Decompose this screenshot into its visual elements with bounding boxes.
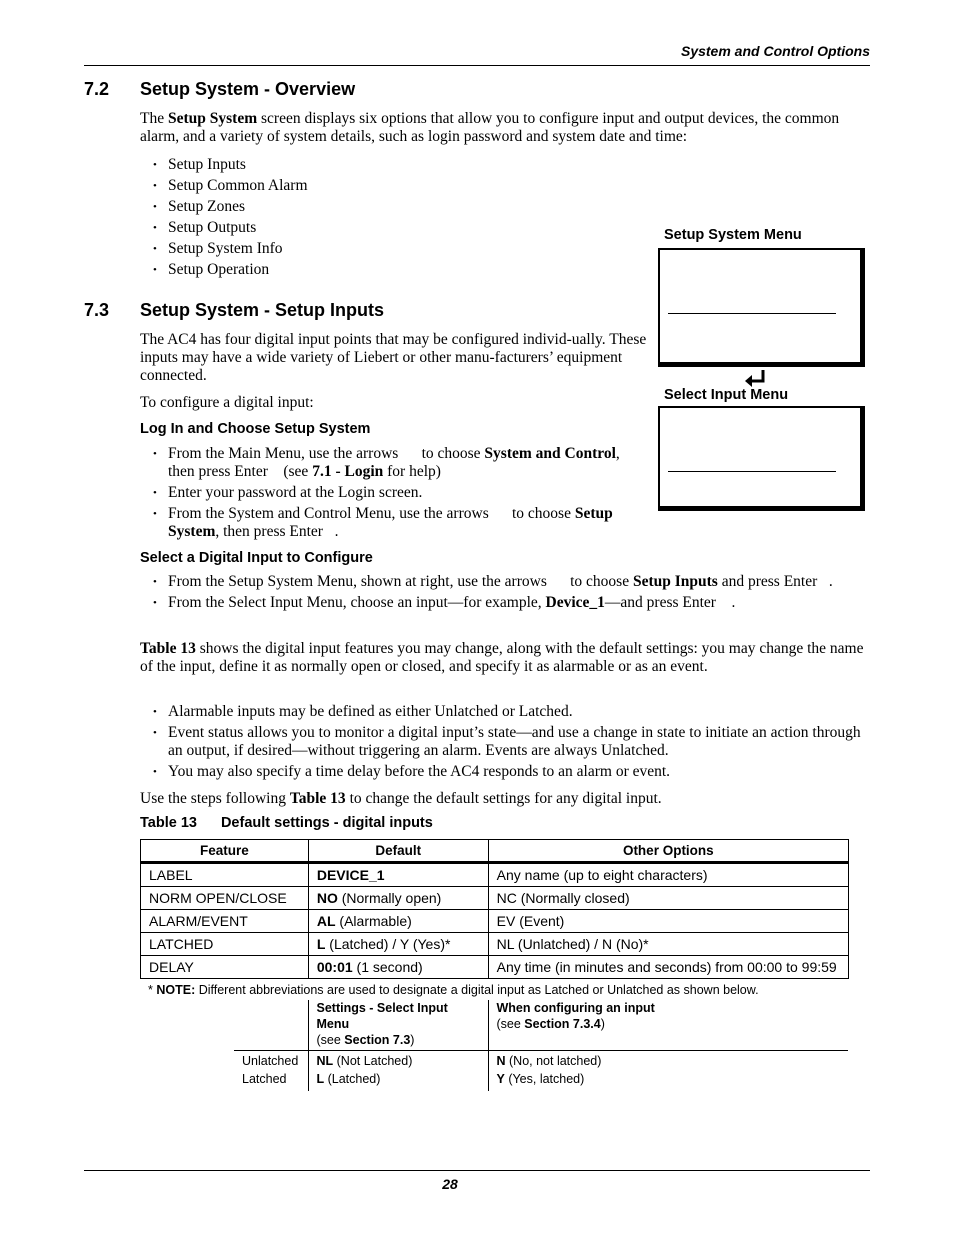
steps-text: Use the steps following bbox=[140, 790, 290, 807]
footer-rule bbox=[84, 1170, 870, 1171]
list-item: • You may also specify a time delay before the AC4 responds to an alarm or event. bbox=[140, 763, 872, 781]
table-ref: Table 13 bbox=[140, 640, 196, 657]
table-row bbox=[141, 933, 849, 956]
list-item: • Enter your password at the Login screen. bbox=[140, 484, 640, 502]
setup-system-menu-title: Setup System Menu bbox=[664, 227, 802, 243]
abbrev: NL bbox=[316, 1054, 334, 1068]
select-input-value bbox=[308, 1069, 488, 1091]
step-bold: Setup Inputs bbox=[632, 573, 718, 590]
table-note bbox=[148, 983, 759, 997]
section-ref: Section 7.3.4 bbox=[524, 1017, 601, 1031]
note-star: * bbox=[148, 983, 157, 997]
list-item: • Setup Operation bbox=[140, 261, 640, 279]
intro-bold: Setup System bbox=[167, 110, 258, 127]
row-label: Latched bbox=[242, 1072, 287, 1086]
login-steps-list bbox=[140, 445, 640, 544]
input-notes-list bbox=[140, 703, 872, 784]
section-title: Setup System - Setup Inputs bbox=[140, 300, 385, 320]
step-text: , then press Enter bbox=[215, 523, 323, 540]
list-item bbox=[140, 505, 640, 541]
display-divider bbox=[668, 313, 836, 314]
default-value: NO bbox=[316, 890, 338, 906]
table-row bbox=[141, 863, 849, 887]
other-cell: NL (Unlatched) / N (No)* bbox=[488, 933, 848, 956]
list-item: • Event status allows you to monitor a digital input’s state—and use a change in state to initiate an action through an output, if desired—without triggering an alarm. Events are always Unlatched. bbox=[140, 724, 872, 760]
other-cell: NC (Normally closed) bbox=[488, 887, 848, 910]
step-text: From the Setup System Menu, shown at right, use the arrows bbox=[168, 573, 547, 590]
enter-arrow-icon bbox=[744, 369, 768, 389]
table-caption bbox=[140, 815, 433, 831]
intro-text-rest: screen displays six options that allow you to configure input and output devices, the common alarm, and a variety of system details, such as login password and system date and time: bbox=[140, 110, 840, 145]
column-title: Settings - Select Input Menu bbox=[316, 1001, 448, 1031]
step-text: , then press Enter bbox=[168, 445, 620, 480]
steps-following-text bbox=[140, 790, 872, 808]
steps-text-rest: to change the default settings for any digital input. bbox=[345, 790, 662, 807]
feature-cell: NORM OPEN/CLOSE bbox=[141, 887, 309, 910]
configure-value bbox=[488, 1051, 848, 1070]
abbrev-desc: (Yes, latched) bbox=[504, 1072, 585, 1086]
table-ref: Table 13 bbox=[289, 790, 346, 807]
table-title: Default settings - digital inputs bbox=[220, 815, 433, 831]
feature-cell: ALARM/EVENT bbox=[141, 910, 309, 933]
display-divider bbox=[668, 471, 836, 472]
list-item bbox=[140, 573, 872, 591]
description-text: shows the digital input features you may change, along with the default settings: you may change the name of the input, define it as normally open or closed, and specify it as alarmable or as an event. bbox=[140, 640, 864, 675]
select-input-steps-list bbox=[140, 573, 872, 615]
table-13-description bbox=[140, 640, 872, 676]
section-7-3-heading bbox=[84, 300, 584, 322]
running-header: System and Control Options bbox=[680, 43, 870, 59]
section-ref: Section 7.3 bbox=[344, 1033, 411, 1047]
list-item: • Setup System Info bbox=[140, 240, 640, 258]
step-text: and press Enter bbox=[721, 573, 818, 590]
step-text: (see bbox=[283, 463, 309, 480]
other-cell: Any name (up to eight characters) bbox=[488, 863, 848, 887]
select-input-menu-display bbox=[658, 406, 865, 511]
page-number: 28 bbox=[442, 1176, 458, 1192]
latched-abbreviations-table bbox=[234, 1000, 848, 1091]
section-7-2-heading bbox=[84, 79, 584, 101]
abbrev-desc: (No, not latched) bbox=[505, 1054, 602, 1068]
table-row bbox=[141, 887, 849, 910]
default-cell bbox=[308, 956, 488, 979]
header-rule bbox=[84, 65, 870, 66]
column-header bbox=[308, 1000, 488, 1051]
step-bold: Device_1 bbox=[545, 594, 605, 611]
abbrev-desc: (Latched) bbox=[324, 1072, 381, 1086]
select-input-menu-title: Select Input Menu bbox=[664, 387, 789, 403]
table-header-row bbox=[141, 840, 849, 863]
column-header bbox=[488, 1000, 848, 1051]
step-bold: Setup System bbox=[168, 505, 613, 540]
list-item: • Setup Outputs bbox=[140, 219, 640, 237]
select-input-subheading: Select a Digital Input to Configure bbox=[140, 550, 373, 566]
login-subheading: Log In and Choose Setup System bbox=[140, 421, 371, 437]
list-item bbox=[140, 445, 640, 481]
see-text: (see bbox=[496, 1017, 525, 1031]
list-item: • Setup Inputs bbox=[140, 156, 640, 174]
default-settings-table bbox=[140, 839, 849, 979]
section-number: 7.2 bbox=[84, 79, 110, 99]
abbrev: Y bbox=[496, 1072, 505, 1086]
select-input-value bbox=[308, 1051, 488, 1070]
step-text: . bbox=[334, 523, 339, 540]
abbrev: L bbox=[316, 1072, 325, 1086]
step-text: to choose bbox=[421, 445, 481, 462]
default-desc: (Latched) / Y (Yes)* bbox=[325, 936, 451, 952]
table-row bbox=[234, 1051, 848, 1070]
empty-cell bbox=[234, 1000, 308, 1051]
default-cell bbox=[308, 933, 488, 956]
step-text: to choose bbox=[570, 573, 630, 590]
see-text: (see bbox=[316, 1033, 345, 1047]
list-item: • Alarmable inputs may be defined as either Unlatched or Latched. bbox=[140, 703, 872, 721]
configure-intro: To configure a digital input: bbox=[140, 394, 314, 411]
row-label: Unlatched bbox=[242, 1054, 299, 1068]
step-text: —and press Enter bbox=[604, 594, 716, 611]
step-text: to choose bbox=[511, 505, 571, 522]
table-row bbox=[141, 956, 849, 979]
default-desc: (1 second) bbox=[352, 959, 423, 975]
section-7-2-intro bbox=[140, 110, 872, 146]
default-value: DEVICE_1 bbox=[316, 867, 385, 883]
feature-cell: DELAY bbox=[141, 956, 309, 979]
step-bold: 7.1 - Login bbox=[312, 463, 384, 480]
column-header: Default bbox=[308, 840, 488, 863]
column-header: Feature bbox=[141, 840, 309, 863]
step-bold: System and Control bbox=[484, 445, 616, 462]
default-cell bbox=[308, 887, 488, 910]
default-value: L bbox=[316, 936, 326, 952]
other-cell: EV (Event) bbox=[488, 910, 848, 933]
close-paren: ) bbox=[600, 1017, 605, 1031]
default-cell bbox=[308, 910, 488, 933]
step-text: . bbox=[731, 594, 736, 611]
table-label: Table 13 bbox=[140, 815, 197, 831]
column-title: When configuring an input bbox=[496, 1001, 655, 1015]
note-text: Different abbreviations are used to designate a digital input as Latched or Unlatched as shown below. bbox=[195, 983, 759, 997]
default-cell bbox=[308, 863, 488, 887]
abbrev-desc: (Not Latched) bbox=[333, 1054, 413, 1068]
configure-value bbox=[488, 1069, 848, 1091]
default-desc: (Normally open) bbox=[337, 890, 442, 906]
step-text: . bbox=[828, 573, 833, 590]
step-text: From the Main Menu, use the arrows bbox=[168, 445, 399, 462]
abbrev: N bbox=[496, 1054, 506, 1068]
table-row bbox=[234, 1069, 848, 1091]
step-text: From the System and Control Menu, use the arrows bbox=[168, 505, 489, 522]
step-text: for help) bbox=[387, 463, 441, 480]
default-value: AL bbox=[316, 913, 336, 929]
intro-text: The bbox=[140, 110, 168, 127]
other-cell: Any time (in minutes and seconds) from 00:00 to 99:59 bbox=[488, 956, 848, 979]
table-row bbox=[141, 910, 849, 933]
column-header: Other Options bbox=[488, 840, 848, 863]
list-item: • Setup Common Alarm bbox=[140, 177, 640, 195]
section-7-3-intro: The AC4 has four digital input points that may be configured individ-ually. These inputs may have a wide variety of Liebert or other manu-facturers’ equipment connected. bbox=[140, 331, 647, 384]
step-text: From the Select Input Menu, choose an input—for example, bbox=[168, 594, 542, 611]
feature-cell: LATCHED bbox=[141, 933, 309, 956]
note-label: NOTE: bbox=[156, 983, 196, 997]
list-item: • Setup Zones bbox=[140, 198, 640, 216]
feature-cell: LABEL bbox=[141, 863, 309, 887]
setup-options-list bbox=[140, 156, 640, 282]
section-title: Setup System - Overview bbox=[140, 79, 356, 99]
close-paren: ) bbox=[410, 1033, 415, 1047]
default-desc: (Alarmable) bbox=[335, 913, 412, 929]
list-item bbox=[140, 594, 872, 612]
section-number: 7.3 bbox=[84, 300, 110, 320]
setup-system-menu-display bbox=[658, 248, 865, 367]
default-value: 00:01 bbox=[316, 959, 353, 975]
subtable-header-row bbox=[234, 1000, 848, 1051]
